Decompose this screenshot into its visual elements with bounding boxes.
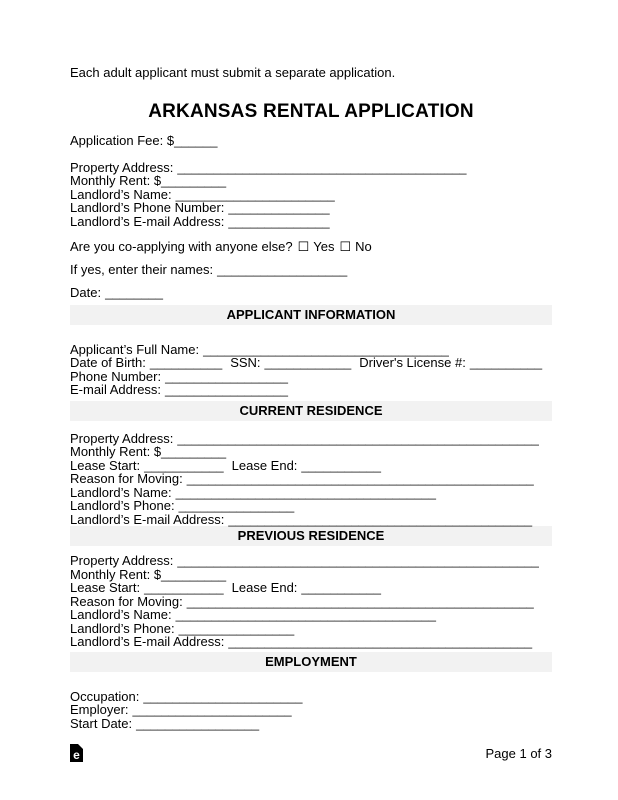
- coapplicant-names-field[interactable]: __________________: [217, 261, 348, 277]
- application-fee-label: Application Fee: $: [70, 133, 175, 148]
- section-header-employment: EMPLOYMENT: [70, 652, 552, 672]
- offer-block: [70, 161, 552, 229]
- coapply-question: Are you co-applying with anyone else?: [70, 239, 293, 254]
- current-landlord-name-label: Landlord’s Name:: [70, 484, 172, 500]
- current-landlord-phone-row: [70, 499, 552, 513]
- employment-block: [70, 690, 552, 731]
- offer-property-address-row: [70, 161, 552, 175]
- section-header-previous-residence: PREVIOUS RESIDENCE: [70, 526, 552, 546]
- coapplicant-names-label: If yes, enter their names:: [70, 261, 214, 277]
- current-landlord-email-row: [70, 513, 552, 527]
- coapplicant-names-row: [70, 263, 552, 277]
- document-title: ARKANSAS RENTAL APPLICATION: [148, 101, 474, 122]
- previous-property-address-label: Property Address:: [70, 553, 174, 568]
- previous-lease-start-label: Lease Start:: [70, 580, 141, 595]
- previous-residence-block: [70, 554, 552, 649]
- date-row: [70, 286, 552, 300]
- section-header-applicant-information: APPLICANT INFORMATION: [70, 305, 552, 325]
- offer-property-address-field[interactable]: ________________________________________: [177, 159, 467, 175]
- previous-lease-end-label: Lease End:: [231, 580, 298, 595]
- applicant-ids-row: [70, 356, 552, 370]
- application-fee-row: [70, 134, 552, 148]
- previous-reason-row: [70, 595, 552, 609]
- current-lease-row: [70, 459, 552, 473]
- employer-label: Employer:: [70, 702, 129, 717]
- current-reason-label: Reason for Moving:: [70, 471, 183, 486]
- occupation-field[interactable]: ______________________: [143, 688, 303, 704]
- previous-monthly-rent-row: [70, 568, 552, 582]
- no-label: No: [355, 239, 372, 254]
- applicant-phone-label: Phone Number:: [70, 368, 162, 384]
- offer-landlord-email-field[interactable]: ______________: [228, 213, 330, 229]
- previous-landlord-email-row: [70, 635, 552, 649]
- dob-label: Date of Birth:: [70, 355, 146, 370]
- date-label: Date:: [70, 285, 102, 300]
- ssn-label: SSN:: [230, 355, 261, 370]
- previous-reason-field[interactable]: ________________________________________________: [186, 593, 534, 609]
- previous-landlord-name-label: Landlord’s Name:: [70, 607, 172, 622]
- offer-landlord-phone-row: [70, 201, 552, 215]
- yes-label: Yes: [313, 239, 335, 254]
- applicant-full-name-row: [70, 343, 552, 357]
- occupation-label: Occupation:: [70, 688, 140, 704]
- previous-landlord-email-field[interactable]: __________________________________________: [228, 634, 533, 649]
- page-footer: [70, 744, 552, 762]
- current-landlord-phone-field[interactable]: ________________: [178, 498, 295, 513]
- previous-landlord-email-label: Landlord’s E-mail Address:: [70, 634, 225, 649]
- applicant-full-name-label: Applicant’s Full Name:: [70, 341, 200, 357]
- application-fee-field[interactable]: ______: [174, 133, 218, 148]
- current-residence-block: [70, 432, 552, 527]
- applicant-phone-row: [70, 370, 552, 384]
- current-reason-field[interactable]: ________________________________________________: [186, 471, 534, 486]
- current-monthly-rent-row: [70, 445, 552, 459]
- previous-monthly-rent-label: Monthly Rent: $: [70, 566, 162, 582]
- current-monthly-rent-field[interactable]: _________: [161, 444, 227, 459]
- ssn-field[interactable]: ____________: [264, 355, 352, 370]
- offer-landlord-email-row: [70, 215, 552, 229]
- dob-field[interactable]: __________: [149, 355, 223, 370]
- offer-landlord-phone-field[interactable]: ______________: [228, 200, 330, 215]
- current-lease-start-label: Lease Start:: [70, 457, 141, 473]
- offer-landlord-email-label: Landlord’s E-mail Address:: [70, 213, 225, 229]
- page-number: Page 1 of 3: [485, 745, 552, 761]
- applicant-block: [70, 343, 552, 397]
- start-date-label: Start Date:: [70, 715, 133, 731]
- eforms-logo-letter: e: [73, 747, 80, 762]
- current-lease-start-field[interactable]: ___________: [144, 457, 224, 473]
- current-property-address-field[interactable]: __________________________________________________: [177, 430, 539, 446]
- date-field[interactable]: ________: [105, 285, 163, 300]
- previous-landlord-name-row: [70, 608, 552, 622]
- applicant-full-name-field[interactable]: __________________________________: [203, 341, 449, 357]
- previous-lease-start-field[interactable]: ___________: [144, 580, 224, 595]
- employer-field[interactable]: ______________________: [132, 702, 292, 717]
- yes-checkbox[interactable]: ☐: [297, 239, 310, 254]
- previous-landlord-name-field[interactable]: ____________________________________: [175, 607, 436, 622]
- employer-row: [70, 703, 552, 717]
- applicant-phone-field[interactable]: _________________: [165, 368, 288, 384]
- current-landlord-email-label: Landlord’s E-mail Address:: [70, 511, 225, 527]
- start-date-field[interactable]: _________________: [136, 715, 260, 731]
- current-landlord-name-field[interactable]: ____________________________________: [175, 484, 436, 500]
- occupation-row: [70, 690, 552, 704]
- applicant-email-label: E-mail Address:: [70, 382, 162, 397]
- current-property-address-label: Property Address:: [70, 430, 174, 446]
- previous-landlord-phone-row: [70, 622, 552, 636]
- previous-lease-end-field[interactable]: ___________: [301, 580, 381, 595]
- current-lease-end-label: Lease End:: [231, 457, 298, 473]
- current-landlord-name-row: [70, 486, 552, 500]
- previous-landlord-phone-field[interactable]: ________________: [178, 620, 295, 636]
- previous-property-address-row: [70, 554, 552, 568]
- previous-property-address-field[interactable]: __________________________________________________: [177, 553, 539, 568]
- current-property-address-row: [70, 432, 552, 446]
- no-checkbox[interactable]: ☐: [339, 239, 352, 254]
- current-monthly-rent-label: Monthly Rent: $: [70, 444, 162, 459]
- offer-landlord-phone-label: Landlord’s Phone Number:: [70, 200, 225, 215]
- offer-monthly-rent-row: [70, 174, 552, 188]
- current-landlord-email-field[interactable]: __________________________________________: [228, 511, 533, 527]
- applicant-email-row: [70, 383, 552, 397]
- offer-monthly-rent-label: Monthly Rent: $: [70, 173, 162, 188]
- coapply-row: [70, 240, 552, 254]
- current-reason-row: [70, 472, 552, 486]
- offer-landlord-name-label: Landlord’s Name:: [70, 186, 172, 202]
- current-landlord-phone-label: Landlord’s Phone:: [70, 498, 175, 513]
- previous-monthly-rent-field[interactable]: _________: [161, 566, 227, 582]
- previous-lease-row: [70, 581, 552, 595]
- offer-landlord-name-row: [70, 188, 552, 202]
- drivers-license-label: Driver's License #:: [359, 355, 466, 370]
- start-date-row: [70, 717, 552, 731]
- applicant-email-field[interactable]: _________________: [165, 382, 288, 397]
- section-header-current-residence: CURRENT RESIDENCE: [70, 401, 552, 421]
- intro-note: Each adult applicant must submit a separate application.: [70, 65, 396, 80]
- drivers-license-field[interactable]: __________: [469, 355, 543, 370]
- eforms-logo-icon: [70, 744, 83, 762]
- offer-monthly-rent-field[interactable]: _________: [161, 173, 227, 188]
- offer-property-address-label: Property Address:: [70, 159, 174, 175]
- previous-reason-label: Reason for Moving:: [70, 593, 183, 609]
- offer-landlord-name-field[interactable]: ______________________: [175, 186, 335, 202]
- current-lease-end-field[interactable]: ___________: [301, 457, 381, 473]
- previous-landlord-phone-label: Landlord’s Phone:: [70, 620, 175, 636]
